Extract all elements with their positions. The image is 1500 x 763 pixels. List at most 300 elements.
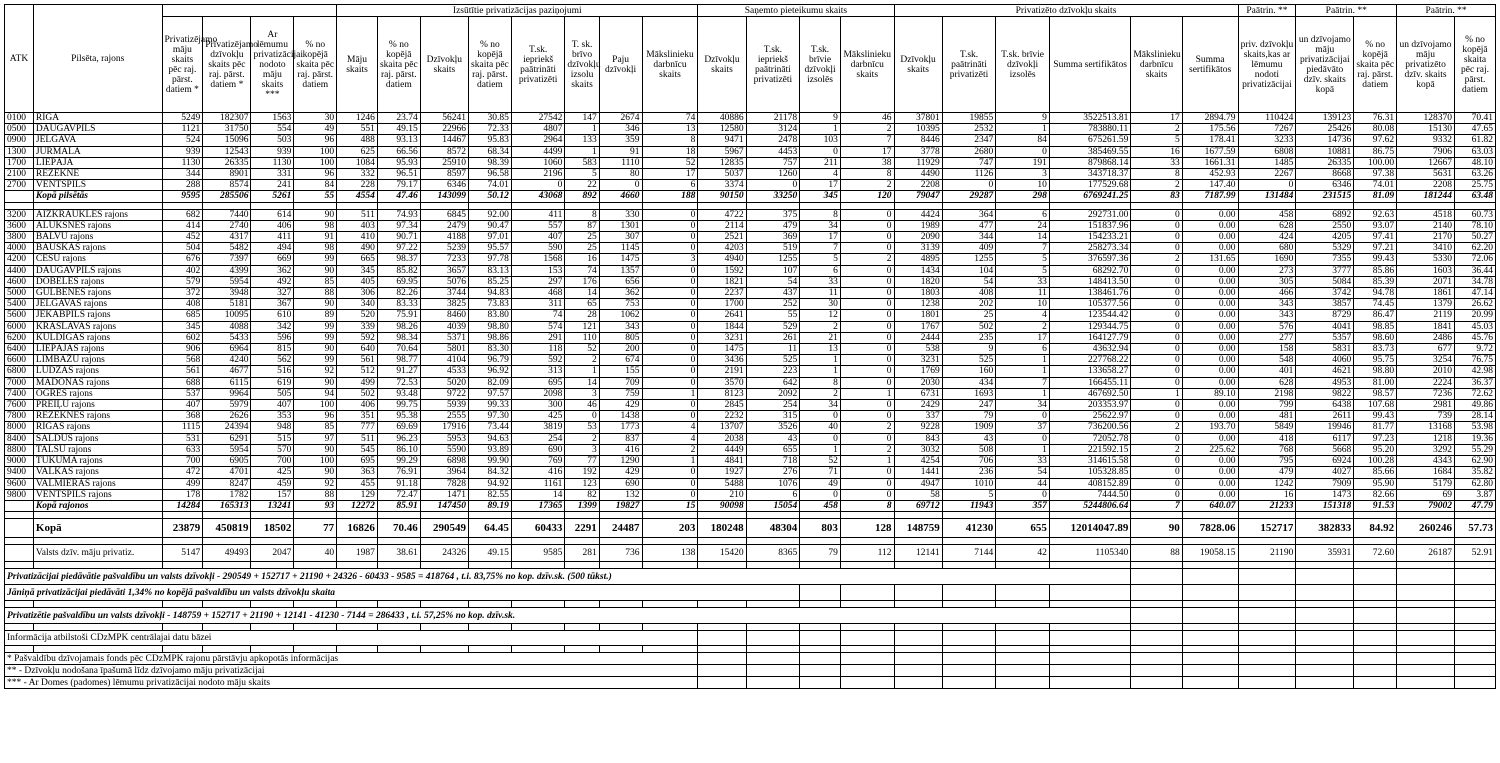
value-cell: 0	[1131, 411, 1182, 422]
value-cell: 0.00	[1182, 366, 1238, 377]
value-cell: 26335	[203, 157, 251, 168]
value-cell: 112	[840, 545, 894, 562]
value-cell: 107.68	[1354, 400, 1397, 411]
region-name-cell: DAUGAVPILS rajons	[33, 265, 162, 276]
value-cell: 2	[1131, 180, 1182, 191]
value-cell: 76.75	[1454, 355, 1495, 366]
value-cell: 0	[642, 232, 698, 243]
atk-code-cell: 6600	[5, 355, 34, 366]
value-cell: 0	[1131, 288, 1182, 299]
value-cell: 6924	[1296, 456, 1354, 467]
value-cell: 85.82	[377, 265, 420, 276]
value-cell: 505	[251, 388, 294, 399]
value-cell: 467692.50	[1049, 388, 1130, 399]
value-cell: 90	[1131, 519, 1182, 538]
value-cell: 7440	[203, 209, 251, 220]
value-cell: 5590	[420, 444, 468, 455]
value-cell: 37801	[894, 113, 942, 124]
value-cell: 6115	[203, 377, 251, 388]
value-cell: 1767	[894, 321, 942, 332]
value-cell: 2208	[894, 180, 942, 191]
value-cell: 0.00	[1182, 209, 1238, 220]
value-cell: 3254	[1397, 355, 1455, 366]
value-cell: 72.33	[468, 124, 511, 135]
value-cell: 17	[840, 146, 894, 157]
value-cell: 2291	[565, 519, 599, 538]
column-header: Dzīvokļu skaits	[420, 17, 468, 113]
district-row	[5, 299, 1496, 310]
value-cell: 562	[251, 355, 294, 366]
note-row	[5, 569, 1496, 585]
value-cell: 3292	[1397, 444, 1455, 455]
value-cell: 9	[942, 344, 996, 355]
value-cell: 1242	[1238, 478, 1296, 489]
value-cell: 2071	[1397, 276, 1455, 287]
value-cell: 739	[1397, 411, 1455, 422]
value-cell: 6346	[420, 180, 468, 191]
column-header: T.sk. paātrināti privatizēti	[942, 17, 996, 113]
value-cell: 19.36	[1454, 433, 1495, 444]
value-cell: 452	[162, 232, 203, 243]
value-cell: 2	[642, 444, 698, 455]
value-cell: 5371	[420, 332, 468, 343]
value-cell: 0	[1131, 456, 1182, 467]
value-cell: 99	[294, 355, 337, 366]
value-cell: 511	[337, 433, 378, 444]
value-cell: 97.21	[1354, 243, 1397, 254]
value-cell: 16	[565, 254, 599, 265]
value-cell: 757	[746, 157, 800, 168]
value-cell: 0	[1131, 478, 1182, 489]
value-cell: 512	[337, 366, 378, 377]
value-cell: 4453	[746, 146, 800, 157]
value-cell: 2479	[420, 220, 468, 231]
value-cell: 176	[565, 276, 599, 287]
value-cell: 57.73	[1454, 519, 1495, 538]
value-cell: 458	[800, 500, 841, 511]
value-cell: 479	[1238, 467, 1296, 478]
value-cell: 8729	[1296, 310, 1354, 321]
value-cell: 99.75	[377, 400, 420, 411]
value-cell: 9332	[1397, 135, 1455, 146]
value-cell: 669	[251, 254, 294, 265]
value-cell: 26187	[1397, 545, 1455, 562]
region-name-cell: Kopā	[33, 519, 162, 538]
value-cell: 8	[1131, 169, 1182, 180]
value-cell: 1441	[894, 467, 942, 478]
value-cell: 6	[996, 344, 1050, 355]
value-cell: 1010	[942, 478, 996, 489]
atk-code-cell: 6200	[5, 332, 34, 343]
column-header: T.sk. brīvie dzīvokļi izsolēs	[800, 17, 841, 113]
value-cell: 277	[1238, 332, 1296, 343]
city-row	[5, 124, 1496, 135]
value-cell: 2	[840, 444, 894, 455]
value-cell: 23879	[162, 519, 203, 538]
value-cell: 97.30	[468, 411, 511, 422]
value-cell: 97.41	[1354, 232, 1397, 243]
value-cell: 18	[642, 146, 698, 157]
value-cell: 2208	[1397, 180, 1455, 191]
value-cell: 3857	[1296, 299, 1354, 310]
value-cell: 339	[337, 321, 378, 332]
value-cell: 86.47	[1354, 310, 1397, 321]
region-name-cell: SALDUS rajons	[33, 433, 162, 444]
value-cell: 273	[1238, 265, 1296, 276]
value-cell: 80	[599, 169, 642, 180]
value-cell: 227768.22	[1049, 355, 1130, 366]
spacer-row	[5, 562, 1496, 569]
value-cell: 211	[800, 157, 841, 168]
district-row	[5, 355, 1496, 366]
value-cell: 1438	[599, 411, 642, 422]
value-cell: 939	[251, 146, 294, 157]
value-cell: 13168	[1397, 422, 1455, 433]
value-cell: 337	[894, 411, 942, 422]
value-cell: 28.14	[1454, 411, 1495, 422]
value-cell: 25426	[1296, 124, 1354, 135]
value-cell: 64.45	[468, 519, 511, 538]
value-cell: 655	[746, 444, 800, 455]
value-cell: 26335	[1296, 157, 1354, 168]
column-header: Summa sertifikātos	[1049, 17, 1130, 113]
value-cell: 87	[565, 220, 599, 231]
column-header: T.sk. iepriekš paātrināti privatizēti	[511, 17, 565, 113]
value-cell: 82.26	[377, 288, 420, 299]
received-group-header: Saņemto pieteikumu skaits	[698, 5, 894, 17]
value-cell: 1130	[162, 157, 203, 168]
value-cell: 0	[1131, 433, 1182, 444]
value-cell: 153	[511, 265, 565, 276]
value-cell: 25.75	[1454, 180, 1495, 191]
value-cell: 46	[840, 113, 894, 124]
column-header: % no kopējā skaita pēc raj. pārst. datiem	[294, 17, 337, 113]
value-cell: 26.62	[1454, 299, 1495, 310]
value-cell: 40886	[698, 113, 746, 124]
value-cell: 1475	[599, 254, 642, 265]
value-cell: 0	[599, 180, 642, 191]
value-cell: 0	[840, 366, 894, 377]
region-name-cell: VALMIERAS rajons	[33, 478, 162, 489]
value-cell: 592	[511, 355, 565, 366]
value-cell: 44	[996, 478, 1050, 489]
value-cell: 508	[942, 444, 996, 455]
value-cell: 344	[942, 232, 996, 243]
value-cell: 4947	[894, 478, 942, 489]
value-cell: 4399	[203, 265, 251, 276]
value-cell: 5849	[1238, 422, 1296, 433]
value-cell: 72.53	[377, 377, 420, 388]
value-cell: 511	[337, 209, 378, 220]
value-cell: 0.00	[1182, 344, 1238, 355]
value-cell: 99	[294, 321, 337, 332]
value-cell: 1218	[1397, 433, 1455, 444]
value-cell: 143099	[420, 191, 468, 202]
value-cell: 7144	[942, 545, 996, 562]
value-cell: 408	[942, 288, 996, 299]
value-cell: 5801	[420, 344, 468, 355]
value-cell: 100.28	[1354, 456, 1397, 467]
value-cell: 8	[642, 135, 698, 146]
value-cell: 1	[565, 124, 599, 135]
value-cell: 0.00	[1182, 377, 1238, 388]
value-cell: 524	[162, 135, 203, 146]
value-cell: 123544.42	[1049, 310, 1130, 321]
value-cell: 96.58	[468, 169, 511, 180]
value-cell: 98.37	[377, 254, 420, 265]
atk-code-cell: 9000	[5, 456, 34, 467]
value-cell: 98.80	[468, 321, 511, 332]
value-cell: 13	[800, 344, 841, 355]
value-cell: 73.44	[468, 422, 511, 433]
value-cell: 3.87	[1454, 489, 1495, 500]
value-cell: 7444.50	[1049, 489, 1130, 500]
value-cell: 83.13	[468, 265, 511, 276]
value-cell: 180248	[698, 519, 746, 538]
value-cell: 939	[162, 146, 203, 157]
value-cell: 90150	[698, 191, 746, 202]
value-cell: 529	[746, 321, 800, 332]
value-cell: 1	[565, 366, 599, 377]
value-cell: 79	[800, 545, 841, 562]
value-cell: 107	[746, 265, 800, 276]
value-cell: 311	[511, 299, 565, 310]
value-cell: 313	[511, 366, 565, 377]
value-cell: 18502	[251, 519, 294, 538]
column-header: T. sk. brīvo dzīvokļu izsolu skaits	[565, 17, 599, 113]
value-cell: 1260	[746, 169, 800, 180]
value-cell: 695	[511, 377, 565, 388]
value-cell: 583	[565, 157, 599, 168]
value-cell: 372	[162, 288, 203, 299]
value-cell: 1145	[599, 243, 642, 254]
value-cell: 96	[294, 411, 337, 422]
value-cell: 4317	[203, 232, 251, 243]
value-cell: 3124	[746, 124, 800, 135]
value-cell: 7	[996, 243, 1050, 254]
value-cell: 1471	[420, 489, 468, 500]
value-cell: 2098	[511, 388, 565, 399]
value-cell: 7	[1131, 500, 1182, 511]
note-text: * Pašvaldību dzīvojamais fonds pēc CDzMPK rajonu pārstāvju apkopotās informācijas	[5, 653, 698, 665]
value-cell: 346	[599, 124, 642, 135]
value-cell: 83.80	[468, 310, 511, 321]
value-cell: 3744	[420, 288, 468, 299]
note-text: Privatizētie pašvaldību un valsts dzīvokļi - 148759 + 152717 + 21190 + 12141 - 41230 - 7144 = 286433 , t.i. 57,25% no kop. dzīv.sk.	[5, 608, 1131, 624]
value-cell: 8	[840, 500, 894, 511]
atk-code-cell: 7000	[5, 377, 34, 388]
value-cell: 0	[1131, 265, 1182, 276]
value-cell: 2444	[894, 332, 942, 343]
value-cell: 4104	[420, 355, 468, 366]
value-cell: 69712	[894, 500, 942, 511]
value-cell: 753	[599, 299, 642, 310]
region-name-cell: Kopā pilsētās	[33, 191, 162, 202]
value-cell: 5147	[162, 545, 203, 562]
value-cell: 0.00	[1182, 400, 1238, 411]
value-cell: 69	[1397, 489, 1455, 500]
value-cell: 100	[294, 157, 337, 168]
value-cell: 97.01	[468, 232, 511, 243]
value-cell: 247	[942, 400, 996, 411]
district-row	[5, 388, 1496, 399]
value-cell: 47.65	[1454, 124, 1495, 135]
region-name-cell: LIEPĀJA	[33, 157, 162, 168]
column-header: Privatizējamo dzīvokļu skaits pēc raj. pārst. datiem *	[203, 17, 251, 113]
value-cell: 416	[599, 444, 642, 455]
value-cell: 1379	[1397, 299, 1455, 310]
value-cell: 6905	[203, 456, 251, 467]
value-cell: 3964	[420, 467, 468, 478]
value-cell: 675261.59	[1049, 135, 1130, 146]
value-cell: 4060	[1296, 355, 1354, 366]
city-row	[5, 135, 1496, 146]
value-cell: 4533	[420, 366, 468, 377]
value-cell: 49	[294, 124, 337, 135]
value-cell: 74.45	[1354, 299, 1397, 310]
value-cell: 23.74	[377, 113, 420, 124]
value-cell: 2030	[894, 377, 942, 388]
value-cell: 5939	[420, 400, 468, 411]
value-cell: 1121	[162, 124, 203, 135]
value-cell: 305	[1238, 276, 1296, 287]
value-cell: 747	[942, 157, 996, 168]
value-cell: 2191	[698, 366, 746, 377]
value-cell: 7828.06	[1182, 519, 1238, 538]
value-cell: 537	[162, 388, 203, 399]
district-row	[5, 243, 1496, 254]
value-cell: 0	[840, 299, 894, 310]
value-cell: 906	[162, 344, 203, 355]
value-cell: 4554	[337, 191, 378, 202]
value-cell: 60.73	[1454, 209, 1495, 220]
value-cell: 0	[840, 433, 894, 444]
value-cell: 353	[251, 411, 294, 422]
value-cell: 85.86	[1354, 265, 1397, 276]
value-cell: 5	[996, 254, 1050, 265]
value-cell: 22	[565, 180, 599, 191]
value-cell: 2140	[1397, 220, 1455, 231]
value-cell: 128	[840, 519, 894, 538]
value-cell: 1563	[251, 113, 294, 124]
value-cell: 488	[337, 135, 378, 146]
value-cell: 459	[251, 478, 294, 489]
value-cell: 2	[996, 321, 1050, 332]
value-cell: 1592	[698, 265, 746, 276]
value-cell: 0	[642, 299, 698, 310]
value-cell: 241	[251, 180, 294, 191]
value-cell: 10095	[203, 310, 251, 321]
value-cell: 13241	[251, 500, 294, 511]
value-cell: 0	[642, 321, 698, 332]
value-cell: 49493	[203, 545, 251, 562]
spacer-row	[5, 202, 1496, 209]
value-cell: 879868.14	[1049, 157, 1130, 168]
atk-code-cell: 5600	[5, 310, 34, 321]
value-cell: 52	[642, 157, 698, 168]
value-cell: 2	[1131, 444, 1182, 455]
value-cell: 1434	[894, 265, 942, 276]
value-cell: 84.32	[468, 467, 511, 478]
value-cell: 6438	[1296, 400, 1354, 411]
value-cell: 15054	[746, 500, 800, 511]
value-cell: 315	[746, 411, 800, 422]
value-cell: 69.69	[377, 422, 420, 433]
district-row	[5, 220, 1496, 231]
value-cell: 375	[746, 209, 800, 220]
value-cell: 3231	[894, 355, 942, 366]
value-cell: 425	[511, 411, 565, 422]
value-cell: 66.56	[377, 146, 420, 157]
district-row	[5, 478, 1496, 489]
value-cell: 602	[162, 332, 203, 343]
value-cell: 450819	[203, 519, 251, 538]
value-cell: 16826	[337, 519, 378, 538]
value-cell: 3742	[1296, 288, 1354, 299]
region-name-cell: RĒZEKNE	[33, 169, 162, 180]
value-cell: 0	[840, 489, 894, 500]
value-cell: 0	[840, 243, 894, 254]
value-cell: 254	[511, 433, 565, 444]
value-cell: 147450	[420, 500, 468, 511]
atk-code-cell: 3800	[5, 232, 34, 243]
value-cell: 0	[840, 411, 894, 422]
value-cell: 9471	[698, 135, 746, 146]
value-cell: 165313	[203, 500, 251, 511]
value-cell: 85.25	[468, 276, 511, 287]
value-cell: 89.10	[1182, 388, 1238, 399]
value-cell: 285506	[203, 191, 251, 202]
value-cell: 4940	[698, 254, 746, 265]
value-cell: 8572	[420, 146, 468, 157]
value-cell: 72.47	[377, 489, 420, 500]
value-cell: 504	[162, 243, 203, 254]
value-cell: 178	[162, 489, 203, 500]
value-cell: 520	[337, 310, 378, 321]
value-cell: 1115	[162, 422, 203, 433]
value-cell: 0	[800, 411, 841, 422]
value-cell: 406	[337, 400, 378, 411]
value-cell: 690	[511, 444, 565, 455]
value-cell: 1	[996, 366, 1050, 377]
value-cell: 34	[800, 400, 841, 411]
value-cell: 0	[642, 366, 698, 377]
region-name-cell: JŪRMALA	[33, 146, 162, 157]
value-cell: 2047	[251, 545, 294, 562]
value-cell: 306	[337, 288, 378, 299]
value-cell: 42	[996, 545, 1050, 562]
value-cell: 21190	[1238, 545, 1296, 562]
value-cell: 47.14	[1454, 288, 1495, 299]
value-cell: 47.79	[1454, 500, 1495, 511]
value-cell: 610	[251, 310, 294, 321]
value-cell: 10881	[1296, 146, 1354, 157]
value-cell: 736	[599, 545, 642, 562]
value-cell: 576	[1238, 321, 1296, 332]
value-cell: 14	[565, 377, 599, 388]
value-cell: 86.10	[377, 444, 420, 455]
region-name-cell: LIMBAŽU rajons	[33, 355, 162, 366]
value-cell: 4722	[698, 209, 746, 220]
value-cell: 90	[294, 265, 337, 276]
value-cell: 192	[565, 467, 599, 478]
value-cell: 84	[294, 180, 337, 191]
value-cell: 0.00	[1182, 489, 1238, 500]
value-cell: 2237	[698, 288, 746, 299]
value-cell: 221592.15	[1049, 444, 1130, 455]
value-cell: 1076	[746, 478, 800, 489]
value-cell: 8365	[746, 545, 800, 562]
